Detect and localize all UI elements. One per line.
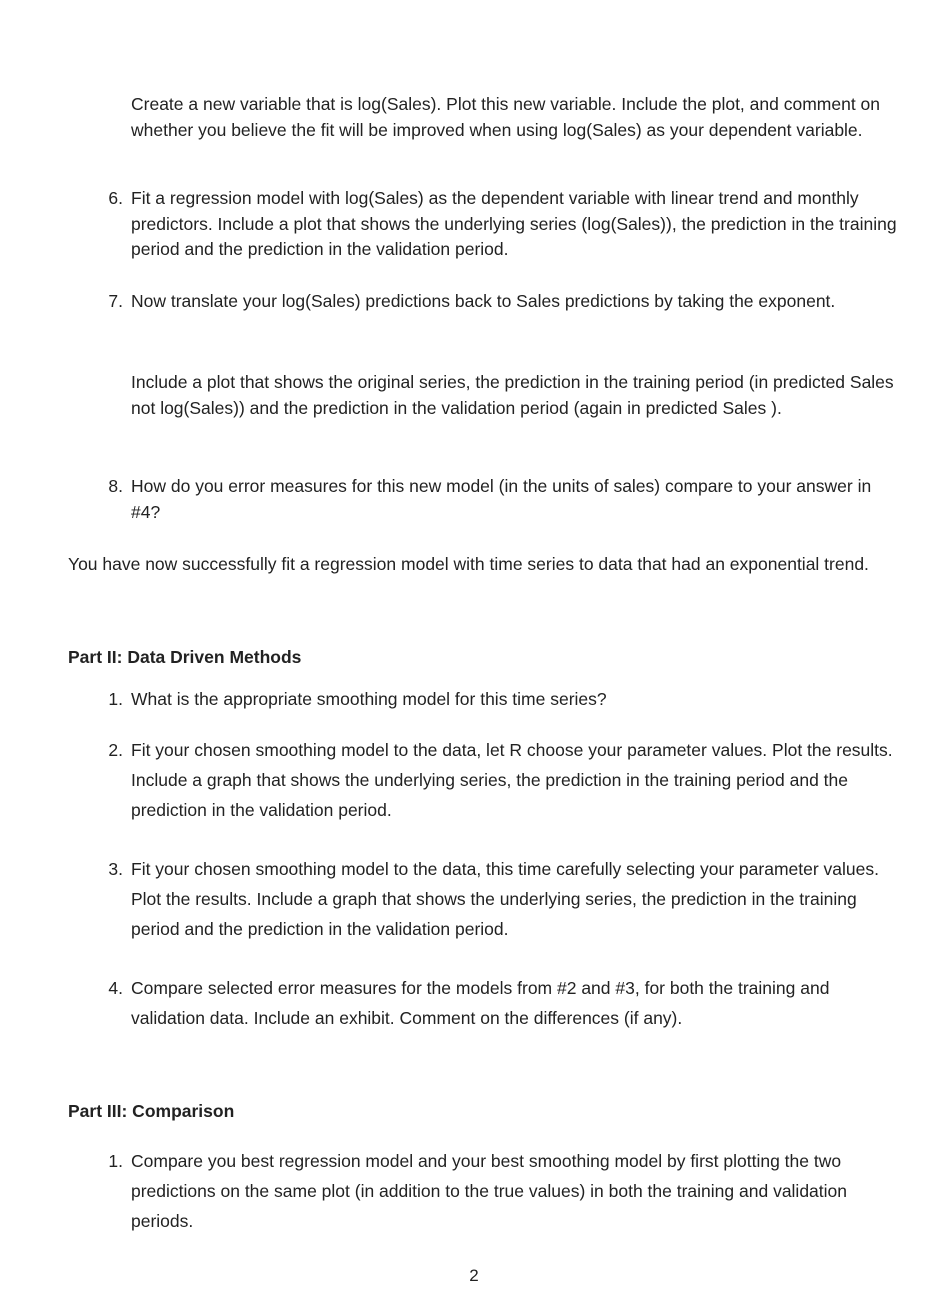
- part3-item-1: [108, 1146, 901, 1236]
- list-number: 2.: [108, 740, 123, 760]
- list-item-8: [108, 474, 901, 525]
- list-item-text: Now translate your log(Sales) predictions back to Sales predictions by taking the exponent.: [131, 291, 836, 311]
- page-number: 2: [469, 1266, 479, 1285]
- list-item-text: Fit your chosen smoothing model to the data, this time carefully selecting your parameter values. Plot the results. Include a graph that shows the underlying series, the prediction in the training period and the prediction in the validation period.: [131, 859, 880, 939]
- list-item-text: Fit a regression model with log(Sales) as the dependent variable with linear trend and monthly predictors. Include a plot that shows the underlying series (log(Sales)), the prediction in the training period and the prediction in the validation period.: [131, 188, 897, 259]
- part2-item-3: [108, 854, 901, 944]
- part2-item-1: [108, 684, 901, 714]
- part3-heading: Part III: Comparison: [68, 1101, 235, 1121]
- summary-text: You have now successfully fit a regression model with time series to data that had an exponential trend.: [68, 554, 869, 574]
- list-number: 1.: [108, 1151, 123, 1171]
- part2-heading: Part II: Data Driven Methods: [68, 647, 302, 667]
- list-item-text: Fit your chosen smoothing model to the data, let R choose your parameter values. Plot the results. Include a graph that shows the underlying series, the prediction in the training period and the prediction in the validation period.: [131, 740, 893, 820]
- list-item-text: Include a plot that shows the original series, the prediction in the training period (in predicted Sales not log(Sales)) and the prediction in the validation period (again in predicted Sales ).: [131, 372, 894, 418]
- list-number: 3.: [108, 859, 123, 879]
- list-number: 6.: [108, 188, 123, 208]
- list-number: 8.: [108, 476, 123, 496]
- list-number: 4.: [108, 978, 123, 998]
- list-item-text: Compare you best regression model and your best smoothing model by first plotting the two predictions on the same plot (in addition to the true values) in both the training and validation periods.: [131, 1151, 848, 1231]
- list-item-text: What is the appropriate smoothing model for this time series?: [131, 689, 607, 709]
- part2-item-2: [108, 735, 901, 825]
- list-item-text: Compare selected error measures for the models from #2 and #3, for both the training and validation data. Include an exhibit. Comment on the differences (if any).: [131, 978, 830, 1028]
- list-number: 1.: [108, 689, 123, 709]
- list-item-7-continued: [131, 370, 901, 421]
- list-item-6: [108, 186, 901, 263]
- part2-item-4: [108, 973, 901, 1033]
- intro-text: Create a new variable that is log(Sales). Plot this new variable. Include the plot, and comment on whether you believe the fit will be improved when using log(Sales) as your dependent variable.: [131, 94, 881, 140]
- list-number: 7.: [108, 291, 123, 311]
- summary-paragraph: [68, 552, 888, 578]
- list-item-text: How do you error measures for this new model (in the units of sales) compare to your answer in #4?: [131, 476, 872, 522]
- intro-paragraph: [131, 92, 901, 143]
- list-item-7: [108, 289, 901, 315]
